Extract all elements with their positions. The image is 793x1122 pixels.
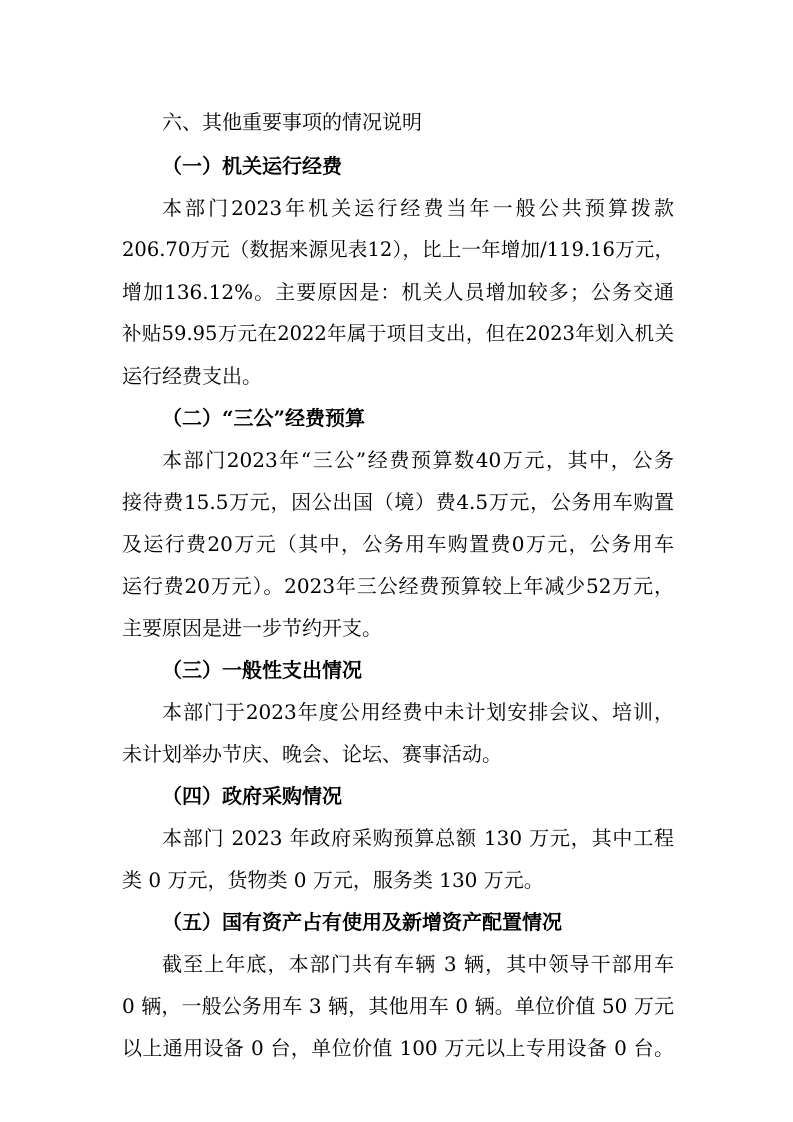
heading-operating-expenses: （一）机关运行经费	[162, 154, 342, 178]
paragraph-line: 未计划举办节庆、晚会、论坛、赛事活动。	[122, 742, 502, 766]
paragraph-line: 本部门于2023年度公用经费中未计划安排会议、培训，	[162, 700, 674, 724]
paragraph-line: 0 辆，一般公务用车 3 辆，其他用车 0 辆。单位价值 50 万元	[122, 994, 674, 1018]
paragraph-line: 类 0 万元，货物类 0 万元，服务类 130 万元。	[122, 868, 544, 892]
heading-state-assets: （五）国有资产占有使用及新增资产配置情况	[162, 910, 562, 934]
paragraph-line: 增加136.12%。主要原因是：机关人员增加较多；公务交通	[122, 280, 674, 304]
paragraph-line: 本部门2023年“三公”经费预算数40万元，其中，公务	[162, 448, 674, 472]
paragraph-line: 主要原因是进一步节约开支。	[122, 616, 382, 640]
paragraph-line: 补贴59.95万元在2022年属于项目支出，但在2023年划入机关	[122, 322, 674, 345]
paragraph-line: 运行经费支出。	[122, 364, 262, 388]
paragraph-line: 及运行费20万元（其中，公务用车购置费0万元，公务用车	[122, 532, 674, 556]
paragraph-line: 以上通用设备 0 台，单位价值 100 万元以上专用设备 0 台。	[122, 1036, 674, 1060]
paragraph-line: 206.70万元（数据来源见表12），比上一年增加/119.16万元，	[122, 238, 674, 261]
section-title: 六、其他重要事项的情况说明	[162, 110, 422, 134]
heading-general-expenditure: （三）一般性支出情况	[162, 658, 362, 682]
paragraph-line: 本部门 2023 年政府采购预算总额 130 万元，其中工程	[162, 826, 674, 850]
paragraph-line: 接待费15.5万元，因公出国（境）费4.5万元，公务用车购置	[122, 490, 674, 514]
paragraph-line: 运行费20万元）。2023年三公经费预算较上年减少52万元，	[122, 574, 674, 598]
paragraph-line: 截至上年底，本部门共有车辆 3 辆，其中领导干部用车	[162, 952, 674, 976]
paragraph-line: 本部门2023年机关运行经费当年一般公共预算拨款	[162, 196, 674, 220]
heading-government-procurement: （四）政府采购情况	[162, 784, 342, 808]
heading-three-public-expenses: （二）“三公”经费预算	[162, 406, 366, 430]
